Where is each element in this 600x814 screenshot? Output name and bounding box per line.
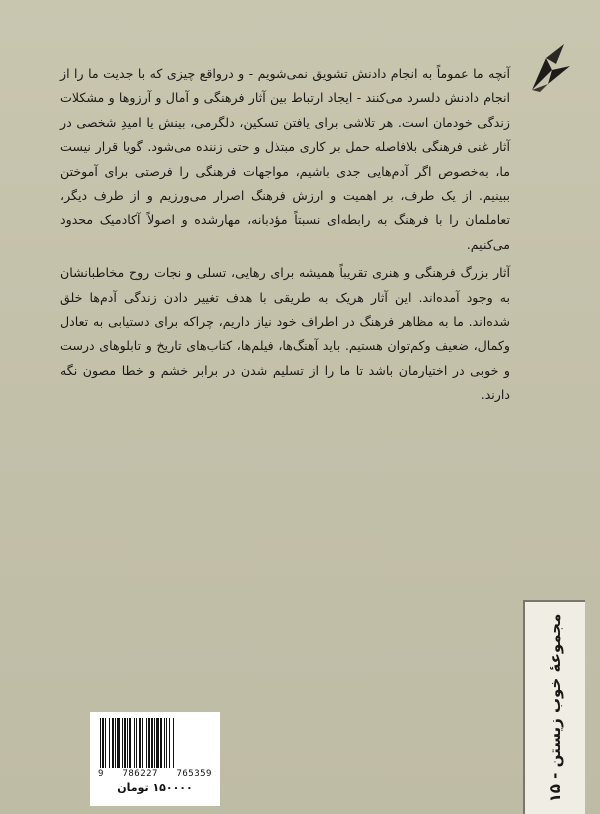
- barcode-icon: [98, 718, 212, 768]
- barcode-digit-first: 9: [98, 769, 104, 779]
- barcode-box: [90, 712, 220, 806]
- blurb-text: [60, 62, 510, 408]
- price-label: ۱۵۰۰۰۰ تومان: [117, 781, 193, 794]
- publisher-bird-icon: [526, 40, 574, 96]
- series-strip: [523, 600, 585, 814]
- blurb-paragraph-2: آثار بزرگ فرهنگی و هنری تقریباً همیشه برای رهایی، تسلی و نجات روح مخاطبانشان به وجود آمده‌اند. این آثار هریک به طریقی با هدف تغییر دادن زندگی آدم‌ها خلق شده‌اند. ما به مظاهر فرهنگ در اطراف خود نیاز داریم، چراکه برای دستیابی به تعادل وکمال، ضعیف وکم‌توان هستیم. باید آهنگ‌ها، فیلم‌ها، کتاب‌های تاریخ و تابلوهای درست و خوبی در اختیارمان باشد تا ما را از تسلیم شدن در برابر خشم و خطا مصون نگه دارند.: [60, 265, 510, 403]
- barcode-digit-group-1: 786227: [122, 769, 158, 779]
- series-label: مجموعهٔ خوب زیستن - ۱۵: [546, 613, 564, 803]
- barcode-digits: [98, 769, 212, 779]
- blurb-paragraph-1: آنچه ما عموماً به انجام دادنش تشویق نمی‌شویم - و درواقع چیزی که با جدیت ما را از انجام دادنش دلسرد می‌کنند - ایجاد ارتباط بین آثار فرهنگی و آمال و آرزوها و مشکلات زندگی خودمان است. هر تلاشی برای یافتن تسکین، دلگرمی، بینش یا امیدِ شخصی در آثار غنی فرهنگی بلافاصله حمل بر کاری مبتذل و حتی زننده می‌شود. گویا قرار نیست ما، به‌خصوص اگر آدم‌هایی جدی باشیم، مواجهات فرهنگی را فرصتی برای آموختن ببینیم. از یک طرف، بر اهمیت و ارزش فرهنگ اصرار می‌ورزیم و از طرف دیگر، تعاملمان را با فرهنگ به رابطه‌ای نسبتاً مؤدبانه، مهارشده و اصولاً آکادمیک محدود می‌کنیم.: [60, 66, 510, 252]
- barcode-digit-group-2: 765359: [176, 769, 212, 779]
